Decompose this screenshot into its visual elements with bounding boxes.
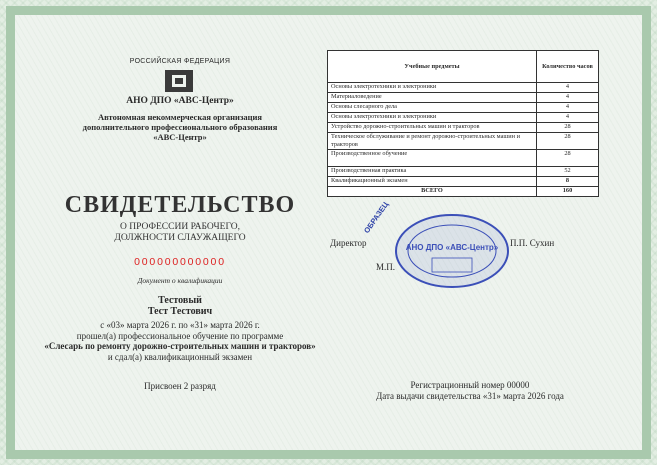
director-name: П.П. Сухин [510,238,555,248]
country-label: РОССИЙСКАЯ ФЕДЕРАЦИЯ [129,58,231,65]
stamp-place-label: М.П. [376,262,396,272]
holder-surname: Тестовый [158,295,202,306]
table-row: Основы электротехники и электроники 4 [328,113,599,123]
training-statement: прошел(а) профессиональное обучение по программе [76,331,284,341]
document-subtitle: О ПРОФЕССИИ РАБОЧЕГО, ДОЛЖНОСТИ СЛАУЖАЩЕГО [114,222,246,243]
table-row: Основы электротехники и электроники 4 [328,83,599,93]
table-row: Производственное обучение 28 [328,150,599,167]
holder-name: Тест Тестович [147,306,213,317]
table-row: Устройство дорожно-строительных машин и тракторов 28 [328,123,599,133]
table-header-row [328,51,599,83]
assigned-grade: Присвоен 2 разряд [144,381,216,391]
organization-logo-icon [165,70,193,92]
table-row: Техническое обслуживание и ремонт дорожно-строительных машин и тракторов 28 [328,133,599,150]
hours-header: Количество часов [537,51,599,83]
organization-short-name: АНО ДПО «АВС-Центр» [126,96,234,106]
training-dates: с «03» марта 2026 г. по «31» марта 2026 г. [100,320,260,330]
sample-watermark: ОБРАЗЕЦ [362,200,391,235]
exam-statement: и сдал(а) квалификационный экзамен [107,352,253,362]
table-row: Производственная практика 52 [328,167,599,177]
program-name: «Слесарь по ремонту дорожно-строительных машин и тракторов» [44,341,316,351]
subjects-table [327,50,599,197]
subjects-header: Учебные предметы [328,51,537,83]
svg-text:АНО ДПО «АВС-Центр»: АНО ДПО «АВС-Центр» [405,243,499,252]
director-label: Директор [330,238,367,248]
organization-stamp-icon [392,212,512,290]
certificate-number: 000000000000 [134,256,226,268]
issue-date: Дата выдачи свидетельства «31» марта 2026 года [376,391,564,401]
registration-number: Регистрационный номер 00000 [410,380,530,390]
document-title: СВИДЕТЕЛЬСТВО [64,192,296,218]
table-row: Основы слесарного дела 4 [328,103,599,113]
table-row: Квалификационный экзамен 8 [328,177,599,187]
organization-full-name: Автономная некоммерческая организация дополнительного профессионального образования «АВС-Центр» [82,112,278,142]
table-row: Материаловедение 4 [328,93,599,103]
table-total-row: ВСЕГО 160 [328,187,599,197]
document-type-label: Документ о квалификации [137,276,223,285]
